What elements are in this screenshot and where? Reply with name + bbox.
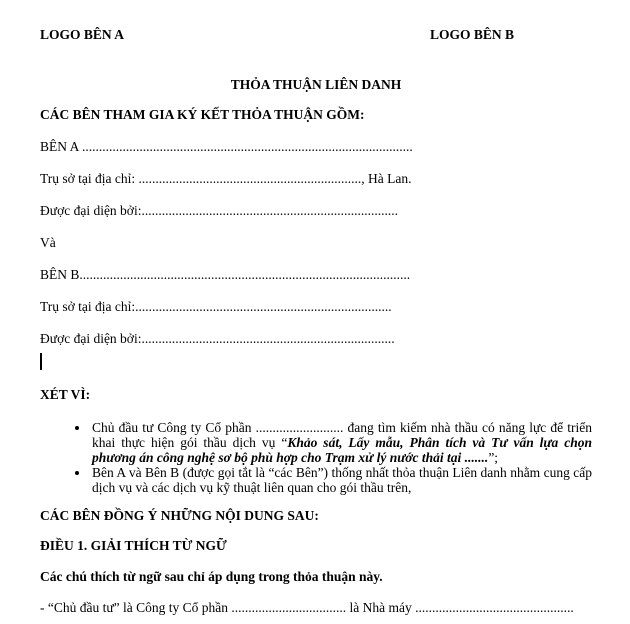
agreement-heading: CÁC BÊN ĐỒNG Ý NHỮNG NỘI DUNG SAU: bbox=[40, 508, 319, 523]
party-a-address-blank[interactable]: .................................................................. bbox=[138, 171, 362, 186]
article1-note: Các chú thích từ ngữ sau chỉ áp dụng trong thỏa thuận này. bbox=[40, 569, 383, 584]
definition-blank-1[interactable]: .................................. bbox=[231, 600, 347, 615]
party-b-name-blank[interactable]: .................................................................................................. bbox=[79, 267, 411, 282]
logo-ben-a: LOGO BÊN A bbox=[40, 27, 125, 42]
definition-blank-2[interactable]: ............................................... bbox=[415, 600, 574, 615]
bullet1-emphasis: Khảo sát, Lấy mẫu, Phân tích và Tư vấn lựa chọn phương án công nghệ sơ bộ phù hợp cho Trạm xử lý nước thải tại ....... bbox=[92, 435, 592, 465]
party-b-address-label: Trụ sở tại địa chỉ: bbox=[40, 299, 136, 314]
logo-header bbox=[40, 28, 592, 42]
connector-line: Và bbox=[40, 235, 56, 250]
party-b-representative-blank[interactable]: ........................................................................... bbox=[141, 331, 395, 346]
definition-line bbox=[40, 601, 592, 615]
bullet1-post: ”; bbox=[488, 450, 499, 465]
party-a-name-line bbox=[40, 140, 592, 154]
logo-ben-b: LOGO BÊN B bbox=[429, 27, 514, 42]
party-a-representative-label: Được đại diện bởi: bbox=[40, 203, 142, 218]
definition-mid: là Nhà máy bbox=[346, 600, 416, 615]
article1-heading: ĐIỀU 1. GIẢI THÍCH TỪ NGỮ bbox=[40, 538, 227, 553]
caret-line bbox=[40, 353, 592, 370]
party-b-label: BÊN B bbox=[40, 267, 80, 282]
whereas-bullet-1 bbox=[90, 420, 592, 465]
whereas-list bbox=[40, 420, 592, 495]
whereas-heading: XÉT VÌ: bbox=[40, 387, 91, 402]
bullet1-pre: Chủ đầu tư Công ty Cổ phần bbox=[92, 420, 256, 435]
definition-pre: - “Chủ đầu tư” là Công ty Cổ phần bbox=[40, 600, 232, 615]
document-title: THỎA THUẬN LIÊN DANH bbox=[230, 77, 402, 92]
party-a-address-suffix: , Hà Lan. bbox=[361, 171, 412, 186]
party-a-address-line bbox=[40, 172, 592, 186]
bullet1-mid: đang tìm kiếm nhà thầu có năng lực để triển khai thực hiện gói thầu dịch vụ “ bbox=[92, 420, 592, 450]
party-a-representative-line bbox=[40, 204, 592, 218]
party-b-address-line bbox=[40, 300, 592, 314]
text-cursor bbox=[40, 353, 42, 370]
party-a-address-label: Trụ sở tại địa chỉ: bbox=[40, 171, 139, 186]
party-a-name-blank[interactable]: .................................................................................................. bbox=[82, 139, 413, 154]
party-a-label: BÊN A bbox=[40, 139, 83, 154]
party-b-representative-label: Được đại diện bởi: bbox=[40, 331, 142, 346]
party-a-representative-blank[interactable]: ............................................................................ bbox=[141, 203, 398, 218]
party-b-representative-line bbox=[40, 332, 592, 346]
parties-heading: CÁC BÊN THAM GIA KÝ KẾT THỎA THUẬN GỒM: bbox=[40, 107, 365, 122]
bullet1-blank[interactable]: .......................... bbox=[255, 420, 344, 435]
whereas-bullet-2: • Bên A và Bên B (được gọi tắt là “các Bên”) thống nhất thỏa thuận Liên danh nhằm cung cấp dịch vụ và các dịch vụ kỹ thuật liên quan cho gói thầu trên, bbox=[90, 465, 592, 495]
party-b-address-blank[interactable]: ............................................................................ bbox=[135, 299, 392, 314]
party-b-name-line bbox=[40, 268, 592, 282]
